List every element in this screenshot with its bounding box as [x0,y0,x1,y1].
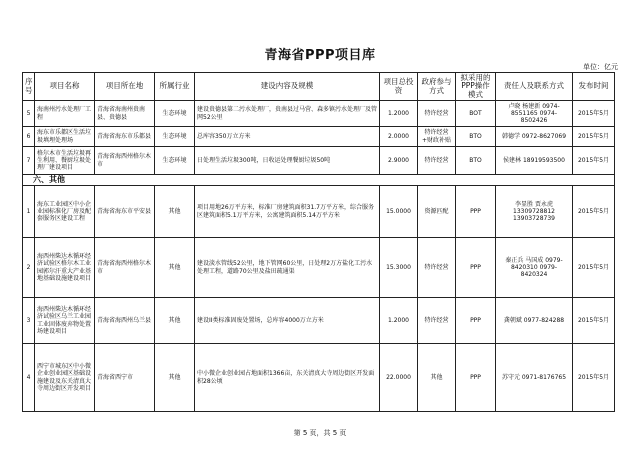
cell-name: 海东市乐都区生活垃圾填埋处理场 [35,127,95,147]
header-location: 项目所在地 [95,73,155,101]
cell-mode: PPP [456,186,496,238]
table-row [23,147,615,175]
cell-date: 2015年5月 [573,147,615,175]
table-row [23,298,615,344]
cell-date: 2015年5月 [573,298,615,344]
cell-no: 7 [23,147,35,175]
header-no: 序号 [23,73,35,101]
cell-industry: 生态环境 [155,127,195,147]
cell-industry: 其他 [155,344,195,412]
document-title: 青海省PPP项目库 [264,48,376,63]
cell-location: 青海省海西州格尔木市 [95,238,155,298]
cell-no: 4 [23,344,35,412]
page-footer: 第 5 页，共 5 页 [293,429,347,437]
cell-investment: 15.3000 [380,238,418,298]
header-row [23,73,615,101]
header-industry: 所属行业 [155,73,195,101]
cell-gov: 特许经营+财政补贴 [418,127,456,147]
cell-gov: 特许经营 [418,147,456,175]
cell-investment: 15.0000 [380,186,418,238]
cell-name: 海西州柴达木循环经济试验区格尔木工业园郭尔汗重大产业基地基础设施建设项目 [35,238,95,298]
section-title: 六、其他 [23,175,615,186]
cell-no: 2 [23,238,35,298]
cell-gov: 特许经营 [418,238,456,298]
cell-date: 2015年5月 [573,101,615,127]
cell-investment: 2.9000 [380,147,418,175]
cell-content: 日处理生活垃圾300吨，日收运处理餐厨垃圾50吨 [195,147,380,175]
cell-mode: BOT [456,101,496,127]
cell-contact: 苏守元 0971-8176765 [496,344,573,412]
header-investment: 项目总投资 [380,73,418,101]
cell-location: 青海省西宁市 [95,344,155,412]
project-table [22,72,615,412]
table-row [23,238,615,298]
cell-contact: 韩德学 0972-8627069 [496,127,573,147]
cell-location: 青海省海西州格尔木市 [95,147,155,175]
cell-investment: 22.0000 [380,344,418,412]
table-row [23,127,615,147]
cell-name: 海南州污水处理厂工程 [35,101,95,127]
cell-investment: 1.2000 [380,101,418,127]
cell-mode: PPP [456,238,496,298]
table-row [23,101,615,127]
cell-mode: PPP [456,298,496,344]
cell-contact: 李显胜 贾永虎 13309728812 13903728739 [496,186,573,238]
header-gov-participation: 政府参与方式 [418,73,456,101]
cell-no: 1 [23,186,35,238]
cell-content: 建设II类标准固废处置场，总库容4000万立方米 [195,298,380,344]
table-row [23,344,615,412]
cell-industry: 其他 [155,238,195,298]
cell-contact: 卢晓 杨建新 0974-8551165 0974-8502426 [496,101,573,127]
cell-location: 青海省海西州乌兰县 [95,298,155,344]
cell-industry: 其他 [155,186,195,238]
cell-mode: BTO [456,147,496,175]
cell-no: 5 [23,101,35,127]
header-content: 建设内容及规模 [195,73,380,101]
cell-contact: 龚朝斌 0977-824288 [496,298,573,344]
cell-gov: 其他 [418,344,456,412]
header-date: 发布时间 [573,73,615,101]
cell-mode: BTO [456,127,496,147]
unit-label: 单位：亿元 [583,63,618,71]
cell-gov: 特许经营 [418,298,456,344]
cell-investment: 2.0000 [380,127,418,147]
cell-date: 2015年5月 [573,127,615,147]
cell-name: 海东工业园区中小企业园标准化厂房及配套服务区建设工程 [35,186,95,238]
cell-industry: 其他 [155,298,195,344]
cell-content: 中小微企业创业园占地面积1366亩，东关清真大寺周边街区开发面积28公顷 [195,344,380,412]
table-row [23,186,615,238]
cell-name: 西宁市城东区中小微企业创业园区基础设施建设及东关清真大寺周边街区开发项目 [35,344,95,412]
cell-location: 青海省海东市平安县 [95,186,155,238]
cell-gov: 资源匹配 [418,186,456,238]
cell-no: 6 [23,127,35,147]
cell-date: 2015年5月 [573,344,615,412]
cell-location: 青海省海南州贵南县、贵德县 [95,101,155,127]
cell-gov: 特许经营 [418,101,456,127]
cell-date: 2015年5月 [573,186,615,238]
cell-contact: 秦正兵 马国成 0979-8420310 0979-8420324 [496,238,573,298]
cell-investment: 1.2000 [380,298,418,344]
section-row [23,175,615,186]
cell-industry: 生态环境 [155,101,195,127]
header-name: 项目名称 [35,73,95,101]
cell-no: 3 [23,298,35,344]
cell-content: 建设贵德县第二污水处理厂，贵南县过马营、森多镇污水处理厂及管网52公里 [195,101,380,127]
cell-contact: 侯建林 18919593500 [496,147,573,175]
cell-date: 2015年5月 [573,238,615,298]
cell-mode: PPP [456,344,496,412]
cell-location: 青海省海东市乐都县 [95,127,155,147]
cell-content: 项目用地26万平方米，标准厂房建筑面积31.7万平方米，综合服务区建筑面积5.1万平方米，公寓建筑面积5.14万平方米 [195,186,380,238]
header-ppp-mode: 拟采用的PPP操作模式 [456,73,496,101]
cell-name: 格尔木市生活垃圾再生利用、餐厨垃圾处理厂建设项目 [35,147,95,175]
cell-industry: 生态环境 [155,147,195,175]
cell-content: 建设淡水管线52公里，地下管网60公里，日处理2万方盐化工污水处理工程，道路70公里及盐田疏通渠 [195,238,380,298]
cell-content: 总库容350万立方米 [195,127,380,147]
cell-name: 海西州柴达木循环经济试验区乌兰工业园工业固体废弃物处置场建设项目 [35,298,95,344]
header-contact: 责任人及联系方式 [496,73,573,101]
